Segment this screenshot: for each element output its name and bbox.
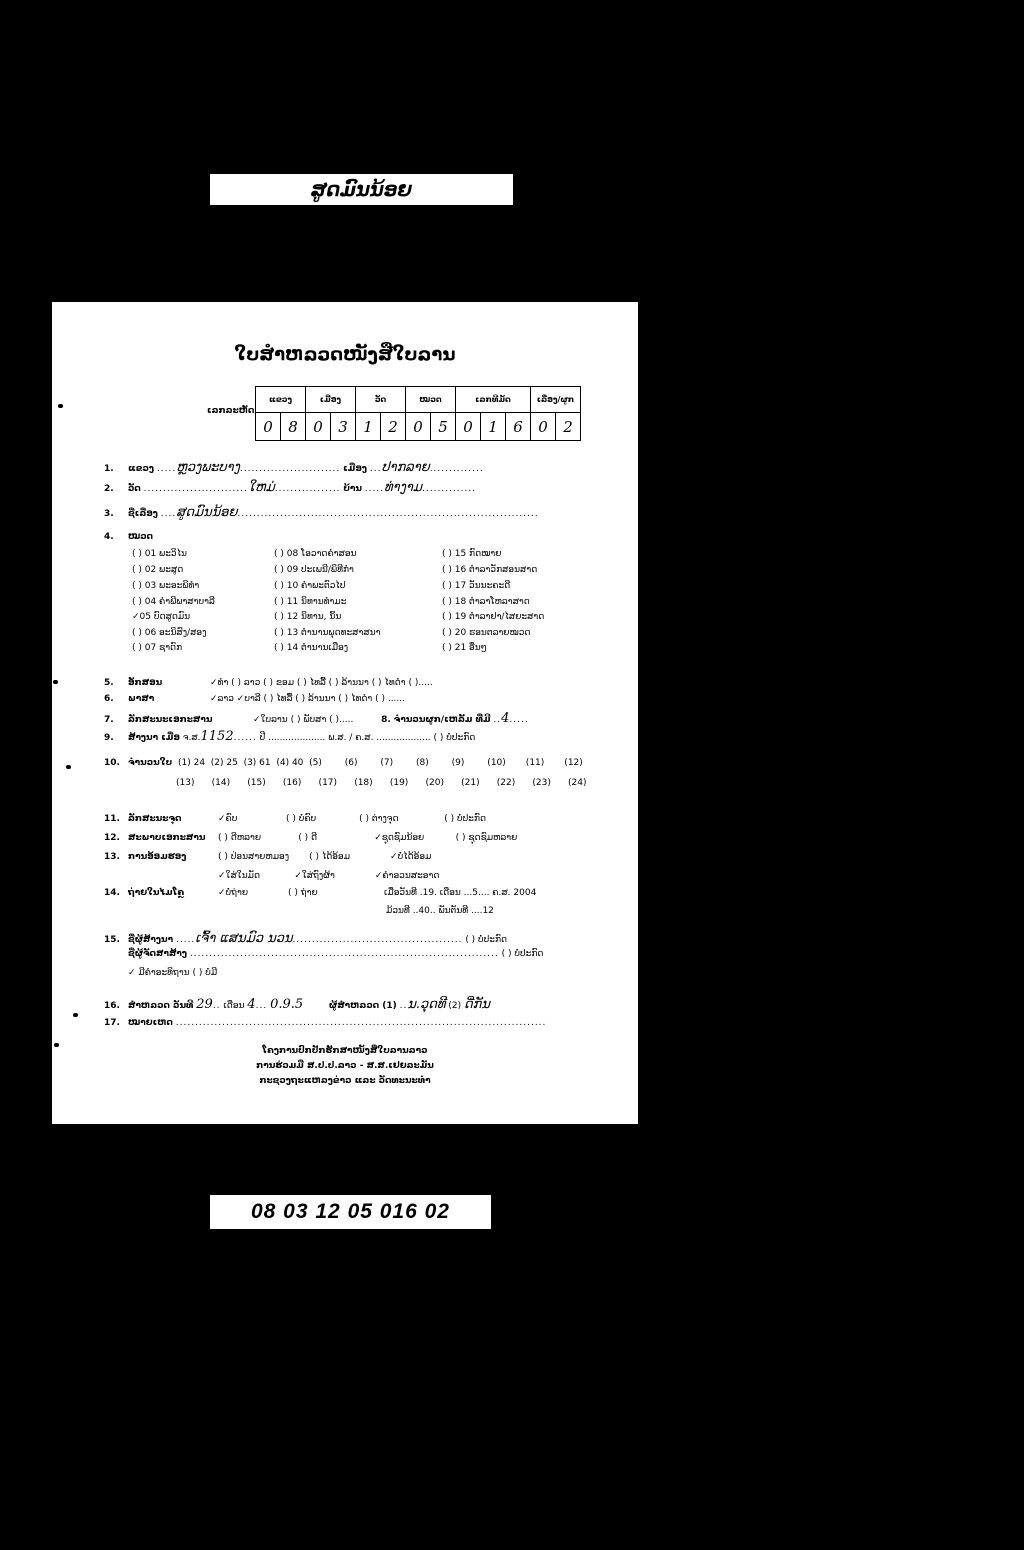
creator-value: ເຈົ້າ ແສນມົວ ນວນ: [195, 931, 293, 946]
row-creator: 15. ຊື່ຜູ້ສ້າງນາ .....ເຈົ້າ ແສນມົວ ນວນ............................................ ( ) ບໍ່ປະກົດ: [104, 931, 508, 946]
category-option: ( ) 19 ຕຳລາຢາ/ໄສຍະສາດ: [442, 612, 545, 622]
punch-mark: [53, 680, 58, 684]
story-title-value: ສູດມົນນ້ອຍ: [176, 505, 238, 520]
surveyor-2: ດີ່ກັນ: [463, 997, 490, 1012]
category-option: ( ) 09 ປະເພນີ/ພິທີກຳ: [274, 565, 354, 575]
category-option: ( ) 21 ອື່ນໆ: [442, 643, 487, 653]
category-option: ( ) 18 ຕຳລາໂຫລາສາດ: [442, 597, 530, 607]
code-header: ເລື່ອງ/ຜູກ: [531, 387, 581, 413]
survey-day: 29: [196, 997, 213, 1012]
category-option: ( ) 08 ໂອວາດຄຳສອນ: [274, 549, 357, 559]
row-survey-date: 16. ສຳຫລວດ ວັນທີ 29.. ເດືອນ 4... 0.9.5 ຜູ້ສຳຫລວດ (1) ..ນ.ວຸດທີ (2) ດີ່ກັນ: [104, 997, 490, 1012]
microfilm-date: ເມື່ອວັນທີ .19. ເດືອນ ...5.... ຄ.ສ. 2004: [384, 888, 537, 898]
code-digit: 2: [556, 413, 581, 441]
footer-line: ກະຊວງຖະແຫລງຂ່າວ ແລະ ວັດທະນະທຳ: [259, 1076, 431, 1086]
row-language: 6. ພາສາ ✓ລາວ ✓ບາລີ ( ) ໄທລື້ ( ) ລ້ານນາ ( ) ໄທດຳ ( ) ......: [104, 694, 405, 704]
code-header: ເມືອງ: [306, 387, 356, 413]
survey-year: 0.9.5: [270, 997, 304, 1012]
code-table: [255, 386, 581, 441]
category-option: ( ) 13 ຕຳນານພຸດທະສາສນາ: [274, 628, 381, 638]
row-dedication: ✓ ມີຄຳອະທິຖານ ( ) ບໍ່ມີ: [128, 968, 218, 978]
category-option: ( ) 15 ກົດໝາຍ: [442, 549, 502, 559]
code-digit: 0: [256, 413, 281, 441]
code-digit: 2: [381, 413, 406, 441]
category-option: ( ) 16 ຕຳລາວັກສອນສາດ: [442, 565, 538, 575]
created-year: 1152: [200, 729, 234, 744]
code-digit: 0: [456, 413, 481, 441]
category-option: ( ) 11 ນິທານທຳມະ: [274, 597, 347, 607]
row-created: 9. ສ້າງນາ ເມື່ອ ຈ.ສ.1152...... ປີ .................... ພ.ສ. / ຄ.ສ. ................... ( ) ບໍ່ປະກົດ: [104, 729, 476, 744]
language-options: ✓ລາວ ✓ບາລີ ( ) ໄທລື້ ( ) ລ້ານນາ ( ) ໄທດຳ ( ) ......: [210, 694, 405, 704]
punch-mark: [66, 765, 71, 769]
row-copier: ຊື່ຜູ້ຈັດສາສ້າງ ................................................................................ ( ) ບໍ່ປະກົດ: [128, 949, 544, 959]
microfilm-roll: ມ້ວນທີ ..40.. ພັນຕັນທີ ....12: [386, 906, 494, 916]
code-number-label: 08 03 12 05 016 02: [210, 1195, 491, 1229]
category-option: ( ) 02 ພະສູດ: [132, 565, 184, 575]
footer-line: ການຮ່ວມມື ສ.ປ.ປ.ລາວ - ສ.ສ.ເຢຍລະມັນ: [256, 1061, 434, 1071]
category-option: ( ) 01 ພະວິໄນ: [132, 549, 187, 559]
district-value: ປາກລາຍ: [381, 460, 430, 475]
survey-form: [52, 302, 638, 1124]
category-option: ( ) 14 ຕຳນານເມືອງ: [274, 643, 349, 653]
category-option: ✓05 ບົດສູດມົນ: [132, 612, 191, 622]
village-value: ທ່າງາມ: [384, 480, 423, 495]
code-label: ເລກລະຫັດ: [207, 406, 255, 416]
code-header: ແຂວງ: [256, 387, 306, 413]
punch-mark: [73, 1013, 78, 1017]
row-completeness: 11. ລັກສະນະຈຸດ ✓ຄົບ ( ) ບໍ່ຄົບ ( ) ຕ່າງຈຸດ ( ) ບໍ່ປະກົດ: [104, 814, 486, 824]
row-wrapping: 13. ການອ້ອມຮອງ ( ) ປ່ອນສາຍຫມອງ ( ) ໄດ້ອ້ອມ ✓ບໍ່ໄດ້ອ້ອມ: [104, 852, 432, 862]
category-option: ( ) 10 ຄຳພະຕົວໄປ: [274, 581, 346, 591]
row-condition: 12. ສະພາບເອກະສານ ( ) ດີຫລາຍ ( ) ດີ ✓ຊຸດຊົມນ້ອຍ ( ) ຊຸດຊົມຫລາຍ: [104, 833, 518, 843]
temple-value: ໃຫມ່: [247, 480, 275, 495]
row-remarks: 17. ໝາຍເຫດ ................................................................................................: [104, 1018, 547, 1028]
leaf-counts-line1: (1) 24 (2) 25 (3) 61 (4) 40 (5) (6) (7) (8) (9) (10) (11) (12): [178, 758, 583, 768]
code-header: ວັດ: [356, 387, 406, 413]
code-digit: 0: [406, 413, 431, 441]
category-option: ( ) 17 ວັນນະຄະດີ: [442, 581, 511, 591]
punch-mark: [58, 404, 63, 408]
category-option: ( ) 20 ຮອນຕລາຍໝວດ: [442, 628, 531, 638]
category-option: ( ) 12 ນິທານ, ນິ້ນ: [274, 612, 342, 622]
row-document-type: 7. ລັກສະນະເອກະສານ ✓ໃບລານ ( ) ພັບສາ ( )..... 8. ຈຳນວນຜູກ/ເຫລັ້ມ ທີ່ມີ ..4.....: [104, 711, 529, 726]
category-option: ( ) 04 ຄຳພີພາສາບາລີ: [132, 597, 215, 607]
wrapping-options-2: ✓ໃສ່ໃນມັດ ✓ໃສ່ຖົງຜ້າ ✓ຄຳອວນສະອາດ: [218, 871, 440, 881]
row-story-title: 3. ຊື່ເລື່ອງ ....ສູດມົນນ້ອຍ..............................................................................: [104, 505, 539, 520]
code-digit: 5: [431, 413, 456, 441]
code-digit: 6: [506, 413, 531, 441]
leaf-counts-line2: (13) (14) (15) (16) (17) (18) (19) (20) (21) (22) (23) (24): [176, 778, 587, 788]
title-label: ສູດມົນນ້ອຍ: [210, 174, 513, 205]
row-category: 4. ໝວດ: [104, 532, 154, 542]
code-digit: 0: [531, 413, 556, 441]
row-microfilm: 14. ຖ່າຍໃນໄມໂຄຼ ✓ບໍ່ຖ່າຍ ( ) ຖ່າຍ ເມື່ອວັນທີ .19. ເດືອນ ...5.... ຄ.ສ. 2004: [104, 888, 537, 898]
code-digit: 1: [481, 413, 506, 441]
survey-month: 4: [247, 997, 256, 1012]
form-footer: [52, 1044, 638, 1089]
code-digit: 0: [306, 413, 331, 441]
footer-line: ໂຄງການປົກປັກຮັກສາໜັງສືໃບລານລາວ: [262, 1046, 428, 1056]
category-option: ( ) 06 ອະນິສົງ/ສອງ: [132, 628, 207, 638]
code-header: ໝວດ: [406, 387, 456, 413]
document-type-options: ✓ໃບລານ ( ) ພັບສາ ( ).....: [253, 715, 354, 725]
form-title: ໃບສຳຫລວດໜັງສືໃບລານ: [234, 344, 456, 365]
code-digit: 3: [331, 413, 356, 441]
fascicle-count: 4: [501, 711, 510, 726]
script-options: ✓ທຳ ( ) ລາວ ( ) ຂອມ ( ) ໄທລື້ ( ) ລ້ານນາ ( ) ໄທດຳ ( ).....: [210, 678, 433, 688]
code-digit: 8: [281, 413, 306, 441]
category-option: ( ) 03 ພະອະພິທຳ: [132, 581, 200, 591]
row-province: 1. ແຂວງ .....ຫຼວງພະບາງ.......................... ເມືອງ ...ປາກລາຍ..............: [104, 460, 484, 475]
surveyor-1: ນ.ວຸດທີ: [407, 997, 446, 1012]
row-temple: 2. ວັດ ...........................ໃຫມ່................. ບ້ານ .....ທ່າງາມ..............: [104, 480, 477, 495]
punch-mark: [54, 1043, 59, 1047]
code-header: ເລກທີມັດ: [456, 387, 531, 413]
code-digit: 1: [356, 413, 381, 441]
row-leaf-count: 10. ຈຳນວນໃບ (1) 24 (2) 25 (3) 61 (4) 40 (5) (6) (7) (8) (9) (10) (11) (12): [104, 758, 583, 768]
row-script: 5. ອັກສອນ ✓ທຳ ( ) ລາວ ( ) ຂອມ ( ) ໄທລື້ ( ) ລ້ານນາ ( ) ໄທດຳ ( ).....: [104, 678, 433, 688]
province-value: ຫຼວງພະບາງ: [176, 460, 240, 475]
category-option: ( ) 07 ຊາດົກ: [132, 643, 183, 653]
